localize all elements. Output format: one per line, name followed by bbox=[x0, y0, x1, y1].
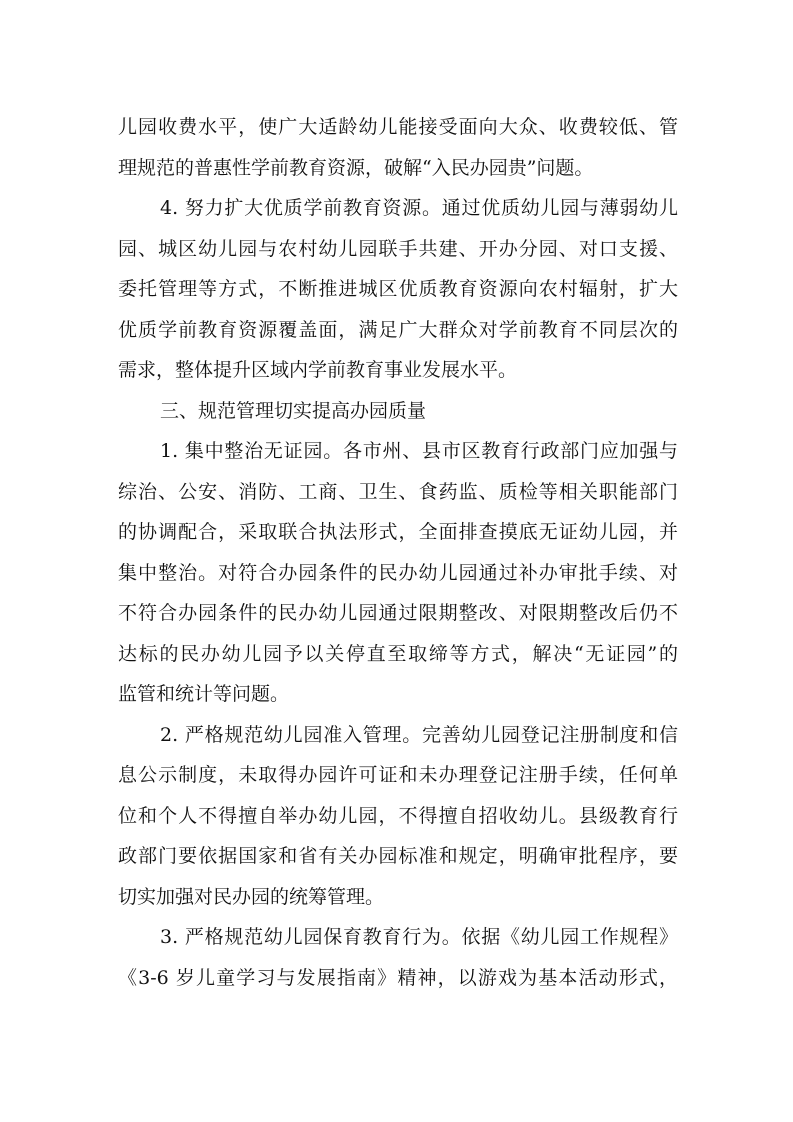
paragraph-line: 需求，整体提升区域内学前教育事业发展水平。 bbox=[118, 359, 518, 381]
paragraph-line: 政部门要依据国家和省有关办园标准和规定，明确审批程序，要 bbox=[118, 845, 678, 867]
paragraph-line: 综治、公安、消防、工商、卫生、食药监、质检等相关职能部门 bbox=[118, 480, 678, 503]
paragraph-line: 集中整治。对符合办园条件的民办幼儿园通过补办审批手续、对 bbox=[118, 561, 678, 584]
paragraph-line: 切实加强对民办园的统筹管理。 bbox=[118, 885, 385, 908]
paragraph bbox=[118, 715, 678, 918]
paragraph-line: 儿园收费水平，使广大适龄幼儿能接受面向大众、收费较低、管 bbox=[118, 116, 678, 138]
paragraph-line: 1. 集中整治无证园。各市州、县市区教育行政部门应加强与 bbox=[160, 440, 678, 462]
paragraph-line: 园、城区幼儿园与农村幼儿园联手共建、开办分园、对口支援、 bbox=[118, 237, 678, 260]
paragraph-line: 理规范的普惠性学前教育资源，破解“入民办园贵”问题。 bbox=[118, 156, 594, 179]
paragraph-line: 的协调配合，采取联合执法形式，全面排查摸底无证幼儿园，并 bbox=[118, 521, 678, 543]
paragraph-line: 4. 努力扩大优质学前教育资源。通过优质幼儿园与薄弱幼儿 bbox=[160, 197, 678, 219]
paragraph-line: 优质学前教育资源覆盖面，满足广大群众对学前教育不同层次的 bbox=[118, 318, 678, 341]
paragraph bbox=[118, 188, 678, 391]
paragraph-line: 3. 严格规范幼儿园保育教育行为。依据《幼儿园工作规程》 bbox=[160, 926, 678, 948]
paragraph bbox=[118, 431, 678, 715]
paragraph-line: 监管和统计等问题。 bbox=[118, 683, 290, 705]
paragraph-line: 不符合办园条件的民办幼儿园通过限期整改、对限期整改后仍不 bbox=[118, 602, 678, 624]
paragraph-line: 息公示制度，未取得办园许可证和未办理登记注册手续，任何单 bbox=[118, 764, 678, 786]
section-heading: 三、规范管理切实提高办园质量 bbox=[160, 399, 427, 422]
paragraph bbox=[118, 107, 678, 188]
paragraph-line: 位和个人不得擅自举办幼儿园，不得擅自招收幼儿。县级教育行 bbox=[118, 804, 678, 827]
paragraph-line: 委托管理等方式，不断推进城区优质教育资源向农村辐射，扩大 bbox=[118, 278, 678, 300]
document-body bbox=[118, 107, 678, 998]
paragraph-line: 2. 严格规范幼儿园准入管理。完善幼儿园登记注册制度和信 bbox=[160, 723, 678, 746]
paragraph-line: 达标的民办幼儿园予以关停直至取缔等方式，解决“无证园”的 bbox=[118, 642, 678, 665]
paragraph-line: 《3-6 岁儿童学习与发展指南》精神，以游戏为基本活动形式， bbox=[118, 966, 678, 989]
paragraph bbox=[118, 917, 678, 998]
